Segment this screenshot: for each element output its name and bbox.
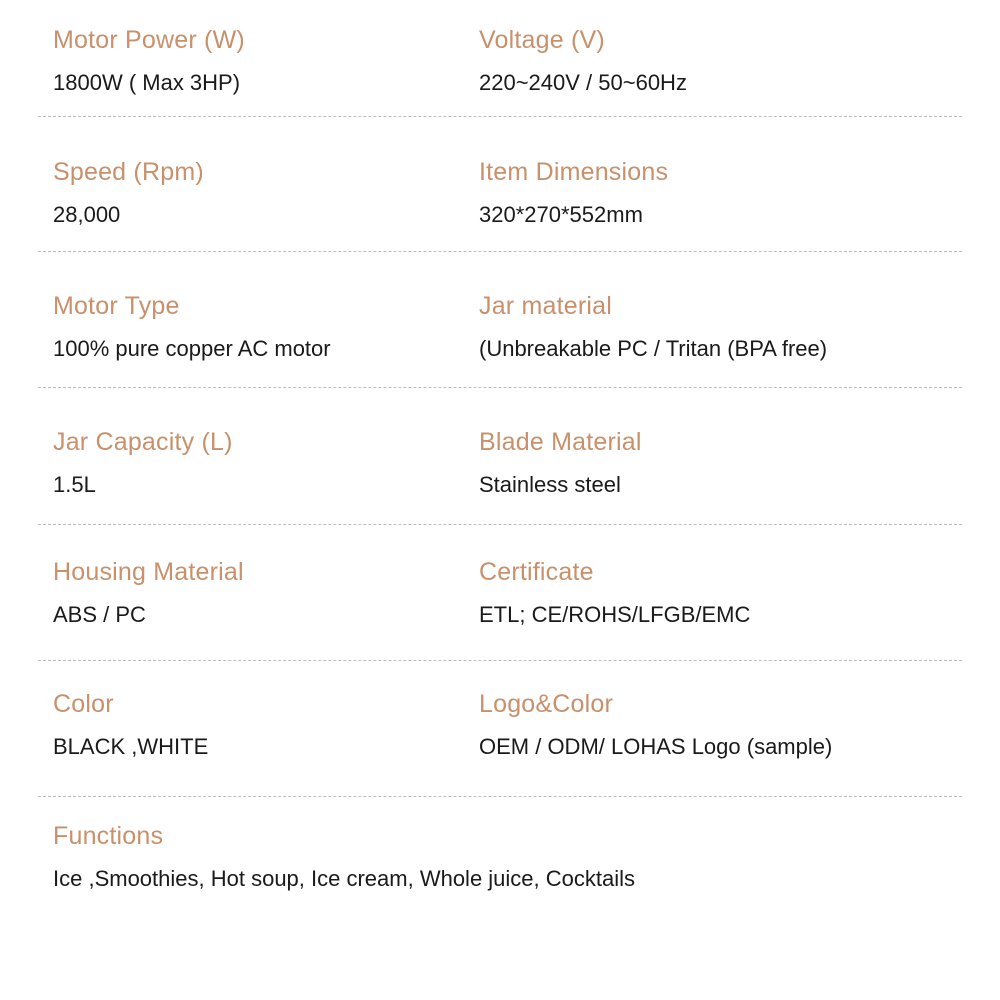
spec-row <box>0 796 1000 932</box>
spec-row <box>0 132 1000 268</box>
spec-motor-power <box>53 0 473 120</box>
spec-label: Functions <box>53 822 164 850</box>
spec-functions <box>53 796 953 916</box>
spec-value: OEM / ODM/ LOHAS Logo (sample) <box>479 734 833 759</box>
spec-label: Motor Power (W) <box>53 26 245 54</box>
spec-value: 220~240V / 50~60Hz <box>479 70 687 95</box>
dashed-divider <box>38 387 962 388</box>
spec-label: Jar material <box>479 292 612 320</box>
dashed-divider <box>38 660 962 661</box>
spec-value: BLACK ,WHITE <box>53 734 209 759</box>
spec-motor-type <box>53 266 473 386</box>
dashed-divider <box>38 524 962 525</box>
spec-label: Motor Type <box>53 292 180 320</box>
spec-voltage <box>479 0 959 120</box>
spec-label: Logo&Color <box>479 690 614 718</box>
spec-value: 100% pure copper AC motor <box>53 336 331 361</box>
spec-certificate <box>479 532 959 652</box>
spec-item-dimensions <box>479 132 959 252</box>
spec-label: Certificate <box>479 558 594 586</box>
spec-jar-capacity <box>53 402 473 522</box>
spec-value: Ice ,Smoothies, Hot soup, Ice cream, Whole juice, Cocktails <box>53 866 636 891</box>
spec-value: Stainless steel <box>479 472 621 497</box>
spec-color <box>53 664 473 784</box>
spec-value: ETL; CE/ROHS/LFGB/EMC <box>479 602 751 627</box>
spec-blade-material <box>479 402 959 522</box>
spec-label: Item Dimensions <box>479 158 669 186</box>
spec-label: Color <box>53 690 114 718</box>
spec-logo-color <box>479 664 959 784</box>
spec-value: 1.5L <box>53 472 96 497</box>
spec-value: 320*270*552mm <box>479 202 643 227</box>
spec-speed <box>53 132 473 252</box>
spec-label: Housing Material <box>53 558 244 586</box>
spec-label: Voltage (V) <box>479 26 605 54</box>
spec-label: Blade Material <box>479 428 642 456</box>
spec-label: Speed (Rpm) <box>53 158 204 186</box>
spec-jar-material <box>479 266 959 386</box>
spec-value: (Unbreakable PC / Tritan (BPA free) <box>479 336 828 361</box>
spec-label: Jar Capacity (L) <box>53 428 233 456</box>
spec-housing-material <box>53 532 473 652</box>
dashed-divider <box>38 116 962 117</box>
spec-row <box>0 664 1000 800</box>
spec-row <box>0 402 1000 538</box>
spec-row <box>0 532 1000 668</box>
spec-value: 1800W ( Max 3HP) <box>53 70 241 95</box>
spec-value: ABS / PC <box>53 602 146 627</box>
spec-value: 28,000 <box>53 202 121 227</box>
dashed-divider <box>38 251 962 252</box>
spec-row <box>0 266 1000 402</box>
